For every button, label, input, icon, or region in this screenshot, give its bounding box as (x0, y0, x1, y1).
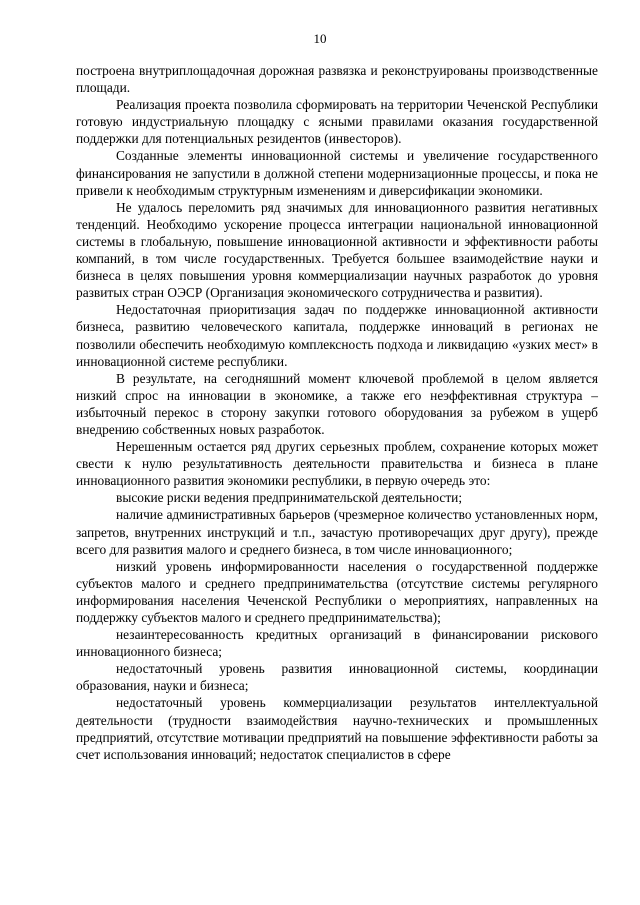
list-item-admin-barriers: наличие административных барьеров (чрезмерное количество установленных норм, запретов, внутренних инструкций и т.п., зачастую противоречащих друг другу), прежде всего для развития малого и среднего бизнеса, в том числе инновационного; (76, 507, 598, 557)
list-item-system-development: недостаточный уровень развития инновационной системы, координации образования, науки и бизнеса; (76, 661, 598, 694)
list-item-business-risks: высокие риски ведения предпринимательской деятельности; (116, 490, 463, 506)
document-body (76, 62, 598, 763)
list-item-credit-disinterest: незаинтересованность кредитных организаций в финансировании рискового инновационного бизнеса; (76, 627, 598, 660)
paragraph-innovation-system: Созданные элементы инновационной системы и увеличение государственного финансирования не запустили в должной степени модернизационные процессы, и пока не привели к необходимым структурным изменениям и диверсификации экономики. (76, 148, 598, 198)
list-item-commercialization: недостаточный уровень коммерциализации результатов интеллектуальной деятельности (трудности взаимодействия научно-технических и промышленных предприятий, отсутствие мотивации предприятий на повышение эффективности работы за счет использования инноваций; недостаток специалистов в сфере (76, 695, 598, 762)
paragraph-continuation: построена внутриплощадочная дорожная развязка и реконструированы производственные площади. (76, 63, 598, 96)
paragraph-key-problem: В результате, на сегодняшний момент ключевой проблемой в целом является низкий спрос на инновации в экономике, а также его неэффективная структура – избыточный перекос в сторону закупки готового оборудования за рубежом в ущерб внедрению собственных новых разработок. (76, 370, 598, 437)
page-number: 10 (313, 31, 327, 46)
paragraph-negative-trends: Не удалось переломить ряд значимых для инновационного развития негативных тенденций. Необходимо ускорение процесса интеграции национальной инновационной системы в глобальную, повышение инновационной активности и эффективности работы компаний, в том числе государственных. Требуется большее взаимодействие науки и бизнеса в целях повышения уровня коммерциализации научных разработок до уровня развитых стран ОЭСР (Организация экономического сотрудничества и развития). (76, 199, 598, 301)
paragraph-unsolved-problems: Нерешенным остается ряд других серьезных проблем, сохранение которых может свести к нулю результативность деятельности правительства и бизнеса в плане инновационного развития экономики республики, в первую очередь это: (76, 439, 598, 489)
paragraph-prioritization: Недостаточная приоритизация задач по поддержке инновационной активности бизнеса, развитию человеческого капитала, поддержке инноваций в регионах не позволили обеспечить необходимую комплексность подхода и ликвидацию «узких мест» в инновационной системе республики. (76, 302, 598, 369)
list-item-low-awareness: низкий уровень информированности населения о государственной поддержке субъектов малого и среднего предпринимательства (отсутствие системы регулярного информирования населения Чеченской Республики о мероприятиях, направленных на поддержку субъектов малого и среднего предпринимательства); (76, 558, 598, 625)
paragraph-project-result: Реализация проекта позволила сформировать на территории Чеченской Республики готовую индустриальную площадку с ясными правилами оказания государственной поддержки для потенциальных резидентов (инвесторов). (76, 97, 598, 147)
